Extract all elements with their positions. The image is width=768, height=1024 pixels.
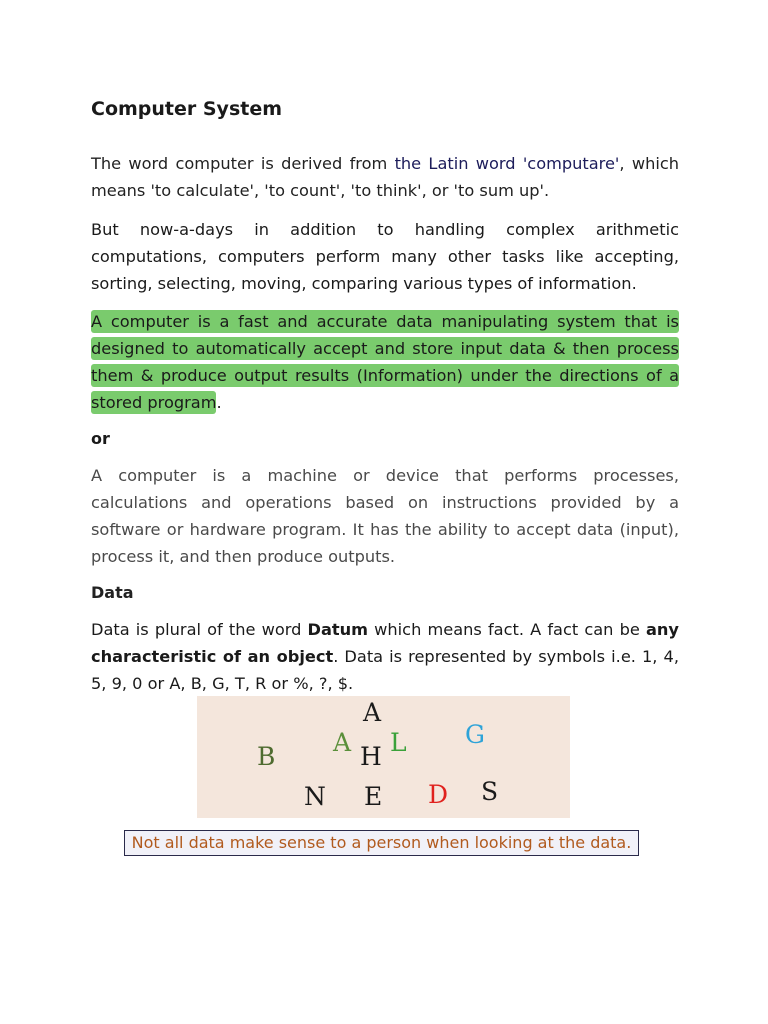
document-body: [91, 94, 679, 697]
page-title: Computer System: [91, 98, 283, 120]
letter-e: E: [364, 782, 383, 811]
or-separator: or: [91, 429, 110, 448]
data-text-3: . Data is represented by symbols i.e. 1, 4, 5, 9, 0 or A, B, G, T, R or %, ?, $.: [91, 647, 679, 693]
datum-term: Datum: [307, 620, 369, 639]
highlighted-definition: A computer is a fast and accurate data manipulating system that is designed to automatically accept and store input data & then process them & produce output results (Information) under the directions of a stored program: [91, 312, 679, 412]
letter-h: H: [360, 742, 382, 771]
image-caption: Not all data make sense to a person when looking at the data.: [124, 830, 639, 856]
paragraph-etymology: [91, 150, 679, 204]
definition-end: .: [216, 393, 222, 412]
letter-g: G: [465, 720, 485, 749]
paragraph-data: [91, 616, 679, 697]
letter-l: L: [390, 728, 407, 757]
letter-a: A: [363, 698, 382, 727]
latin-word-phrase: the Latin word 'computare': [394, 154, 620, 173]
paragraph-modern-uses: But now-a-days in addition to handling complex arithmetic computations, computers perform many other tasks like accepting, sorting, selecting, moving, comparing various types of information.: [91, 220, 679, 293]
letter-s: S: [481, 777, 499, 806]
etymology-text-end: , which means 'to calculate', 'to count', 'to think', or 'to sum up'.: [91, 154, 679, 200]
section-heading-data: Data: [91, 583, 134, 602]
characteristic-phrase: any characteristic of an object: [91, 620, 679, 666]
letter-n: N: [304, 782, 326, 811]
letter-a: A: [333, 728, 352, 757]
scattered-letters-image: [197, 696, 570, 818]
data-text-2: which means fact. A fact can be: [368, 620, 646, 639]
letter-d: D: [428, 780, 449, 809]
paragraph-definition: [91, 308, 679, 416]
paragraph-alt-definition: A computer is a machine or device that performs processes, calculations and operations based on instructions provided by a software or hardware program. It has the ability to accept data (input), process it, and then produce outputs.: [91, 466, 679, 566]
etymology-text-start: The word computer is derived from: [91, 154, 395, 173]
data-text-1: Data is plural of the word: [91, 620, 308, 639]
letter-b: B: [257, 742, 276, 771]
